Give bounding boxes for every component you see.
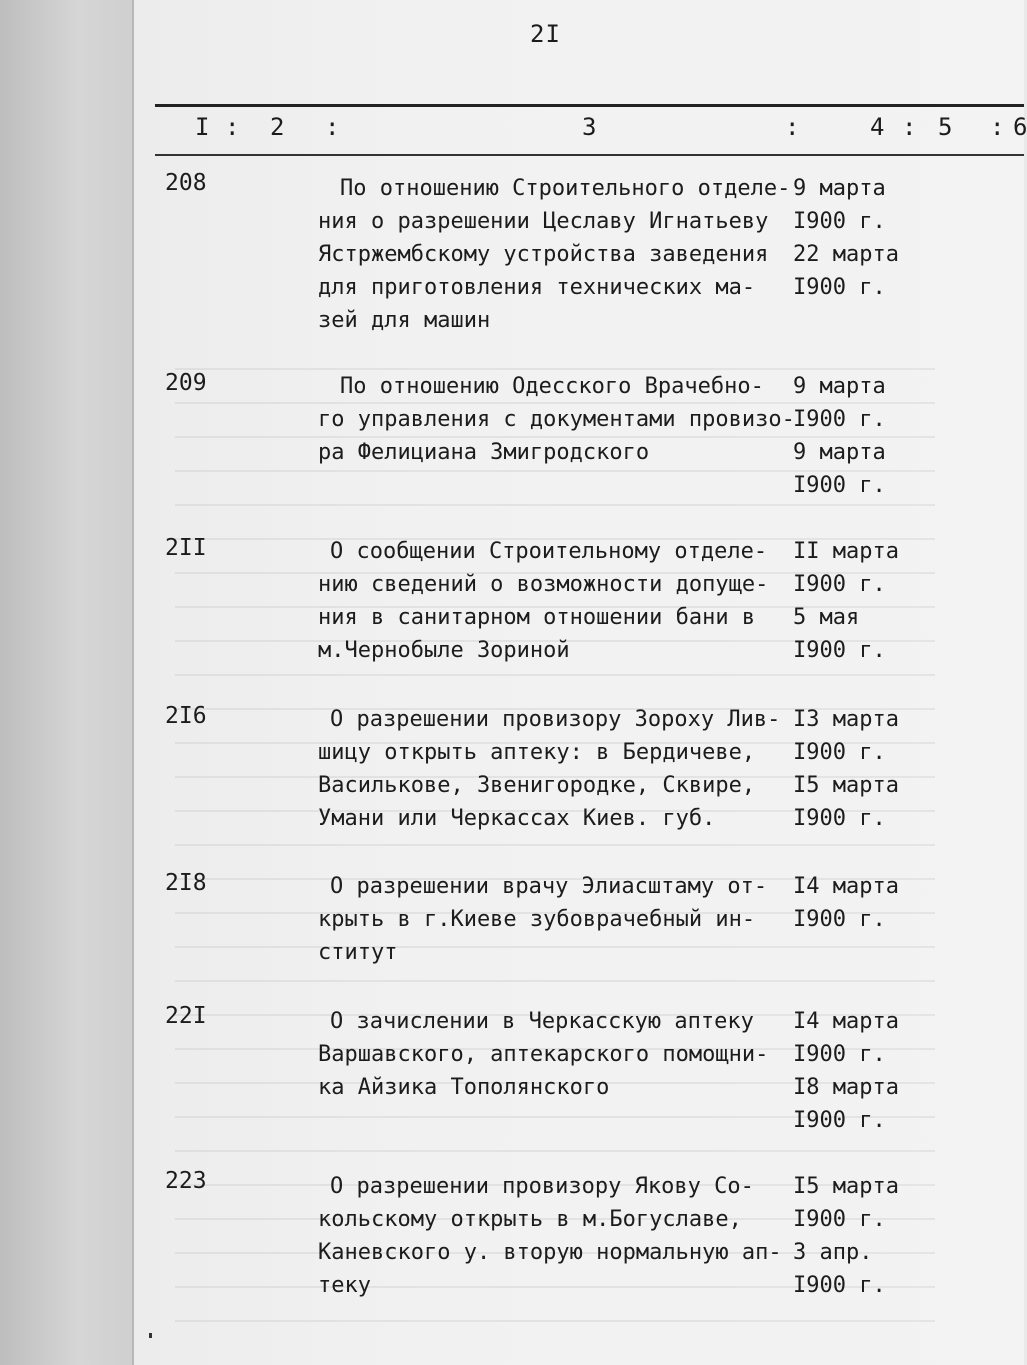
entry-text-line: теку	[318, 1273, 371, 1298]
entry-text-line: О разрешении врачу Элиасштаму от-	[330, 874, 768, 899]
entry-number: 22I	[165, 1003, 207, 1029]
entry-text-line: О сообщении Строительному отделе-	[330, 539, 768, 564]
entry-date: I5 марта	[793, 1174, 899, 1199]
col-header-5: 5	[938, 113, 953, 141]
entry-text	[318, 870, 798, 969]
entry-text-line: зей для машин	[318, 308, 491, 333]
entry-text	[318, 1170, 798, 1302]
entry-text-line: нию сведений о возможности допуще-	[318, 572, 769, 597]
entry-text-line: для приготовления технических ма-	[318, 275, 756, 300]
col-header-sep: :	[990, 113, 1005, 141]
entry-date: I900 г.	[793, 806, 886, 831]
entry-text	[318, 1005, 798, 1104]
col-header-3: 3	[582, 113, 597, 141]
entry-dates	[793, 703, 923, 835]
entry-text-line: крыть в г.Киеве зубоврачебный ин-	[318, 907, 756, 932]
entry-text-line: шицу открыть аптеку: в Бердичеве,	[318, 740, 756, 765]
entry-date: I900 г.	[793, 209, 886, 234]
entry-dates	[793, 1170, 923, 1302]
entry-number: 2II	[165, 535, 207, 561]
entry-date: 5 мая	[793, 605, 860, 630]
entry-date: 22 марта	[793, 242, 899, 267]
entry-dates	[793, 172, 923, 304]
col-header-sep: :	[902, 113, 917, 141]
header-rule-top	[155, 104, 1024, 107]
entry-date: I900 г.	[793, 275, 886, 300]
entry-date: I900 г.	[793, 1108, 886, 1133]
entry-text-line: ния в санитарном отношении бани в	[318, 605, 756, 630]
entry-text-line: О разрешении провизору Зороху Лив-	[330, 707, 781, 732]
entry-date: I900 г.	[793, 907, 886, 932]
entry-text	[318, 535, 798, 667]
entry-date: 9 марта	[793, 374, 886, 399]
ink-speck	[149, 1333, 152, 1338]
entry-dates	[793, 370, 923, 502]
col-header-6: 6	[1013, 113, 1027, 141]
entry-date: I900 г.	[793, 407, 886, 432]
entry-date: I900 г.	[793, 1273, 886, 1298]
entry-date: I4 марта	[793, 1009, 899, 1034]
entry-text-line: По отношению Одесского Врачебно-	[340, 374, 764, 399]
entry-text	[318, 370, 798, 469]
col-header-sep: :	[225, 113, 240, 141]
entry-text-line: м.Чернобыле Зориной	[318, 638, 570, 663]
entry-text	[318, 172, 798, 337]
entry-date: I900 г.	[793, 740, 886, 765]
entry-text-line: кольскому открыть в м.Богуславе,	[318, 1207, 742, 1232]
entry-text-line: ра Фелициана Змигродского	[318, 440, 650, 465]
entry-dates	[793, 535, 923, 667]
entry-date: I4 марта	[793, 874, 899, 899]
page-number: 2I	[530, 20, 561, 48]
entry-date: 9 марта	[793, 440, 886, 465]
col-header-4: 4	[870, 113, 885, 141]
entry-date: I900 г.	[793, 1207, 886, 1232]
entry-number: 2I8	[165, 870, 207, 896]
header-rule-bottom	[155, 154, 1024, 156]
entry-number: 223	[165, 1168, 207, 1194]
entry-date: 9 марта	[793, 176, 886, 201]
entry-number: 2I6	[165, 703, 207, 729]
entry-text-line: Каневского у. вторую нормальную ап-	[318, 1240, 782, 1265]
entry-text-line: О зачислении в Черкасскую аптеку	[330, 1009, 754, 1034]
entry-text-line: го управления с документами провизо-	[318, 407, 795, 432]
entry-number: 208	[165, 170, 207, 196]
entry-text-line: Умани или Черкассах Киев. губ.	[318, 806, 716, 831]
entry-dates	[793, 1005, 923, 1137]
entry-date: I900 г.	[793, 1042, 886, 1067]
entry-text	[318, 703, 798, 835]
col-header-sep: :	[325, 113, 340, 141]
entry-number: 209	[165, 370, 207, 396]
entry-text-line: ка Айзика Тополянского	[318, 1075, 610, 1100]
entry-text-line: Ястржембскому устройства заведения	[318, 242, 769, 267]
entry-date: I900 г.	[793, 638, 886, 663]
col-header-sep: :	[785, 113, 800, 141]
entry-date: II марта	[793, 539, 899, 564]
entry-text-line: О разрешении провизору Якову Со-	[330, 1174, 754, 1199]
col-header-2: 2	[270, 113, 285, 141]
entry-date: 3 апр.	[793, 1240, 873, 1265]
entry-text-line: По отношению Строительного отделе-	[340, 176, 791, 201]
page-spine	[0, 0, 134, 1365]
entry-text-line: ститут	[318, 940, 398, 965]
entry-text-line: Варшавского, аптекарского помощни-	[318, 1042, 769, 1067]
entry-date: I5 марта	[793, 773, 899, 798]
entry-date: I900 г.	[793, 572, 886, 597]
entry-dates	[793, 870, 923, 936]
entry-date: I3 марта	[793, 707, 899, 732]
entry-text-line: Василькове, Звенигородке, Сквире,	[318, 773, 756, 798]
col-header-1: I	[195, 113, 210, 141]
entry-text-line: ния о разрешении Цеславу Игнатьеву	[318, 209, 769, 234]
entry-date: I8 марта	[793, 1075, 899, 1100]
entry-date: I900 г.	[793, 473, 886, 498]
